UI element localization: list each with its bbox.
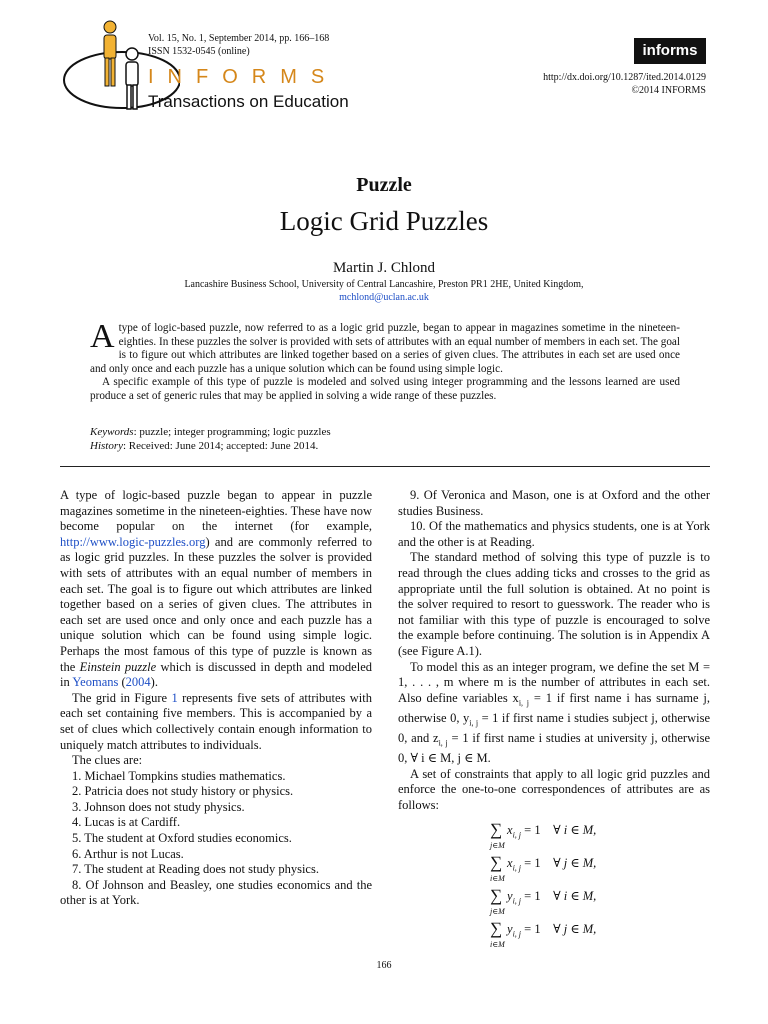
- author-name: Martin J. Chlond: [332, 260, 436, 276]
- clue-item: 4. Lucas is at Cardiff.: [72, 815, 181, 830]
- journal-issn-line: ISSN 1532-0545 (online): [148, 46, 250, 57]
- summation-symbol: ∑: [490, 820, 503, 840]
- method-paragraph: The standard method of solving this type of puzzle is to read through the clues adding ticks and crosses to the grid as appropriate until the full solution is obtained. At no point is the solver required to resort to guesswork. The reader who is not familiar with this type of puzzle is encouraged to solve the example before continuing. The solution is in Appendix A (see Figure A.1).: [398, 550, 710, 658]
- author-email-link[interactable]: mchlond@uclan.ac.uk: [339, 292, 429, 303]
- constraint-equations: [490, 821, 710, 953]
- logic-puzzles-link[interactable]: http://www.logic-puzzles.org: [60, 534, 206, 549]
- abstract-paragraph-1: A type of logic-based puzzle, now referred to as a logic grid puzzle, began to appear in magazines sometime in the nineteen-eighties. In these puzzles the solver is provided with sets of attributes with an equal number of members in each set. The goal is to figure out which attributes are linked together based on a series of given clues. The attributes in each set are used once and only once and each puzzle has a unique solution which can be found using simple logic.: [90, 318, 680, 375]
- summation-symbol: ∑: [490, 853, 503, 873]
- clue-item: 8. Of Johnson and Beasley, one studies economics and the other is at York.: [60, 877, 372, 908]
- article-title: Logic Grid Puzzles: [279, 206, 489, 236]
- summation-symbol: ∑: [490, 886, 503, 906]
- constraints-paragraph: A set of constraints that apply to all logic grid puzzles and enforce the one-to-one correspondences of attributes are as follows:: [398, 766, 710, 812]
- clue-item: 10. Of the mathematics and physics students, one is at York and the other is at Reading.: [398, 519, 710, 549]
- grid-paragraph: The grid in Figure 1 represents five sets of attributes with each set containing five members. This is accompanied by a set of clues which collectively contain enough information to uniquely match attributes to individuals.: [60, 690, 372, 752]
- left-column: [60, 488, 372, 909]
- series-title: Transactions on Education: [148, 92, 349, 111]
- informs-brand-word: INFORMS: [148, 66, 339, 88]
- yeomans-citation-link[interactable]: Yeomans: [72, 675, 119, 690]
- equation: ∑ j∈M $x_{i, j} = 1$ ∀ i ∈ M,: [490, 820, 597, 851]
- equation: ∑ i∈M $y_{i, j} = 1$ ∀ j ∈ M,: [490, 919, 597, 950]
- clues-intro: The clues are:: [72, 753, 143, 768]
- keywords-line: Keywords: puzzle; integer programming; logic puzzles: [90, 426, 331, 438]
- clue-item: 6. Arthur is not Lucas.: [72, 846, 184, 861]
- clue-item: 7. The student at Reading does not study physics.: [72, 862, 319, 877]
- journal-citation: [148, 32, 329, 58]
- equation: ∑ j∈M $y_{i, j} = 1$ ∀ i ∈ M,: [490, 886, 597, 917]
- figure-1-link[interactable]: 1: [171, 690, 178, 705]
- clue-item: 5. The student at Oxford studies economics.: [72, 831, 292, 846]
- page-number: 166: [376, 960, 392, 971]
- doi-link[interactable]: http://dx.doi.org/10.1287/ited.2014.0129: [543, 72, 706, 83]
- clue-item: 2. Patricia does not study history or physics.: [72, 784, 294, 799]
- publisher-logo: informs: [634, 38, 706, 64]
- abstract: [90, 318, 680, 404]
- clue-item: 9. Of Veronica and Mason, one is at Oxford and the other studies Business.: [398, 488, 710, 518]
- right-column: [398, 488, 710, 953]
- clue-item: 3. Johnson does not study physics.: [72, 799, 245, 814]
- intro-paragraph: A type of logic-based puzzle began to appear in puzzle magazines sometime in the nineteen-eighties. These have now become popular on the internet (for example, http://www.logic-puzzles.org) and are commonly referred to as logic grid puzzles. In these puzzles the solver is provided with sets of attributes with an equal number of members in each set. The goal is to figure out which attributes are linked together based on a series of given clues. The attributes in each set are used once and only once and each puzzle has a unique solution which can be found using simple logic. Perhaps the most famous of this type of puzzle is known as the Einstein puzzle which is discussed in depth and modeled in Yeomans (2004).: [60, 488, 372, 690]
- equation: ∑ i∈M $x_{i, j} = 1$ ∀ j ∈ M,: [490, 853, 597, 884]
- drop-cap: A: [90, 318, 115, 355]
- history-line: History: Received: June 2014; accepted: June 2014.: [90, 439, 319, 452]
- clue-item: 1. Michael Tompkins studies mathematics.: [72, 768, 286, 783]
- summation-symbol: ∑: [490, 919, 503, 939]
- abstract-paragraph-2: A specific example of this type of puzzle is modeled and solved using integer programming and the lessons learned are used produce a set of generic rules that may be applied in solving a wide range of these puzzles.: [90, 376, 680, 402]
- author-affiliation: Lancashire Business School, University of Central Lancashire, Preston PR1 2HE, United Kingdom,: [184, 279, 584, 290]
- citation-year-link[interactable]: 2004: [125, 675, 151, 690]
- keywords-block: [90, 426, 331, 453]
- copyright-line: ©2014 INFORMS: [631, 85, 706, 96]
- model-paragraph: To model this as an integer program, we define the set M = 1, . . . , m where m is the number of attributes in each set. Also define variables $x_{i, j} = 1$ if first name i has surname j, otherwise 0, $y_{i, j} = 1$ if first name i studies subject j, otherwise 0, and $z_{i, j} = 1$ if first name i studies at university j, otherwise 0, ∀ i ∈ M, j ∈ M.: [398, 659, 711, 765]
- section-divider: [60, 466, 710, 467]
- section-label: Puzzle: [356, 174, 412, 196]
- journal-volume-line: Vol. 15, No. 1, September 2014, pp. 166–168: [148, 33, 330, 44]
- doi-block: [543, 71, 706, 97]
